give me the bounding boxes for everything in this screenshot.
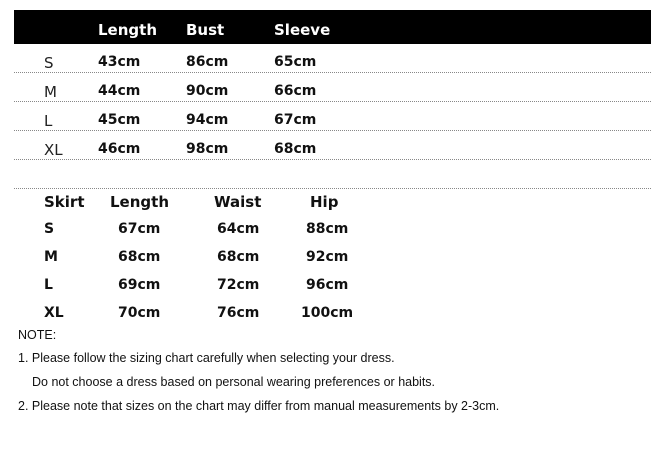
hip-value: 88cm: [306, 221, 349, 237]
length-value: 69cm: [118, 277, 161, 293]
bust-value: 94cm: [186, 112, 229, 128]
header-bust: Bust: [186, 21, 225, 39]
hip-value: 92cm: [306, 249, 349, 265]
size-label: XL: [44, 305, 64, 321]
bust-value: 98cm: [186, 141, 229, 157]
size-label: M: [44, 83, 57, 101]
waist-value: 76cm: [217, 305, 260, 321]
size-label: XL: [44, 141, 63, 159]
notes-title: NOTE:: [18, 328, 57, 342]
table-row: [14, 102, 651, 131]
header-skirt: Skirt: [44, 193, 85, 211]
sleeve-value: 68cm: [274, 141, 317, 157]
table-row: [14, 243, 414, 271]
sleeve-value: 66cm: [274, 83, 317, 99]
table-row: [14, 131, 651, 160]
sleeve-value: 65cm: [274, 54, 317, 70]
skirt-table-header: [14, 193, 414, 215]
note-line-2: 2. Please note that sizes on the chart may differ from manual measurements by 2-3cm.: [18, 399, 500, 413]
length-value: 68cm: [118, 249, 161, 265]
hip-value: 96cm: [306, 277, 349, 293]
size-label: M: [44, 249, 58, 265]
top-size-table: [14, 10, 651, 189]
size-label: L: [44, 277, 53, 293]
length-value: 46cm: [98, 141, 141, 157]
skirt-size-table: [14, 193, 414, 327]
top-table-header: [14, 10, 651, 44]
header-waist: Waist: [214, 193, 262, 211]
bust-value: 90cm: [186, 83, 229, 99]
waist-value: 68cm: [217, 249, 260, 265]
header-sleeve: Sleeve: [274, 21, 331, 39]
length-value: 43cm: [98, 54, 141, 70]
length-value: 45cm: [98, 112, 141, 128]
waist-value: 64cm: [217, 221, 260, 237]
table-row: [14, 215, 414, 243]
size-label: S: [44, 54, 54, 72]
table-row: [14, 271, 414, 299]
size-label: S: [44, 221, 55, 237]
header-length: Length: [98, 21, 157, 39]
table-spacer-row: [14, 160, 651, 189]
note-line-1b: Do not choose a dress based on personal wearing preferences or habits.: [32, 375, 436, 389]
length-value: 44cm: [98, 83, 141, 99]
sleeve-value: 67cm: [274, 112, 317, 128]
header-hip: Hip: [310, 193, 339, 211]
header-length: Length: [110, 193, 169, 211]
length-value: 70cm: [118, 305, 161, 321]
bust-value: 86cm: [186, 54, 229, 70]
table-row: [14, 73, 651, 102]
hip-value: 100cm: [301, 305, 354, 321]
length-value: 67cm: [118, 221, 161, 237]
table-row: [14, 299, 414, 327]
table-row: [14, 44, 651, 73]
note-line-1: 1. Please follow the sizing chart carefully when selecting your dress.: [18, 351, 395, 365]
size-label: L: [44, 112, 53, 130]
waist-value: 72cm: [217, 277, 260, 293]
